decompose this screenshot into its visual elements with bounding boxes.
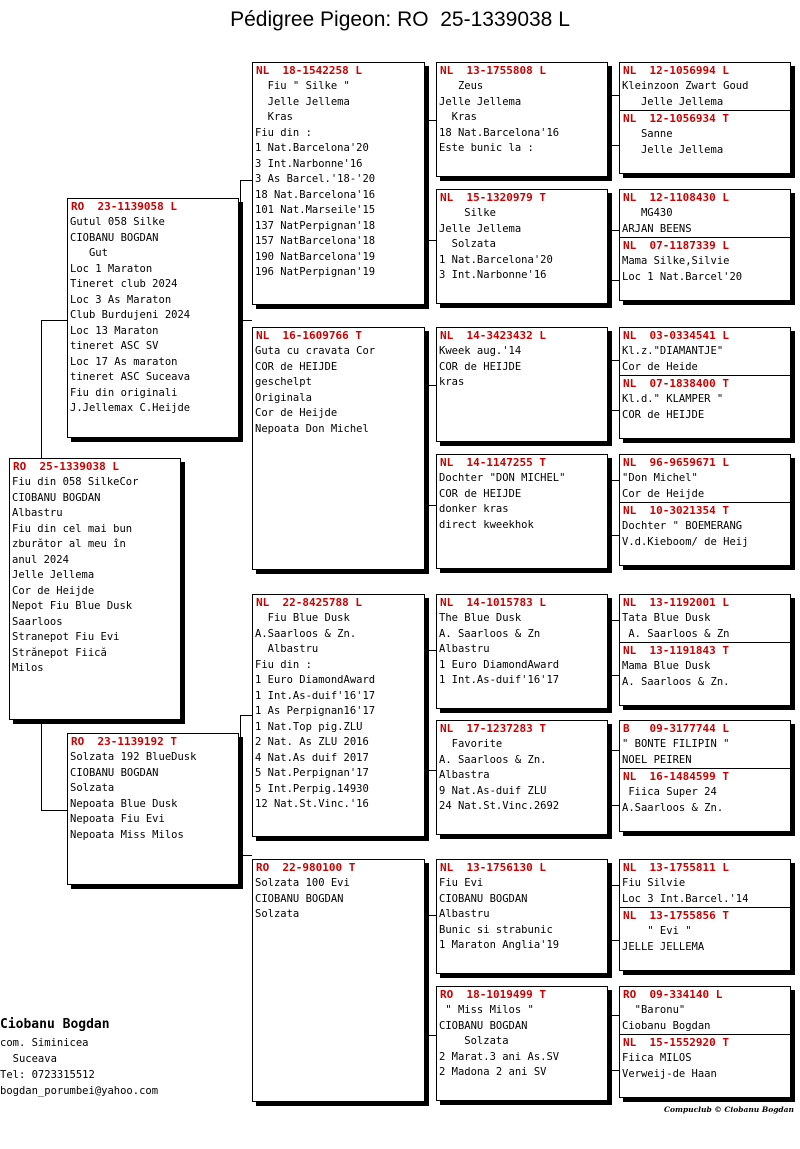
dam-card[interactable] xyxy=(67,733,239,885)
subject-pigeon-card[interactable] xyxy=(9,458,181,720)
ring-number: NL 15-1320979 T xyxy=(440,191,546,204)
software-credit: Compuclub © Ciobanu Bogdan xyxy=(663,1105,794,1114)
detail-line: Loc 3 Int.Barcel.'14 xyxy=(622,892,749,905)
detail-line: Fiu " Silke " xyxy=(255,80,350,92)
detail-line: Jelle Jellema xyxy=(12,569,95,581)
detail-line: MG430 xyxy=(622,207,673,219)
detail-line: " Miss Milos " xyxy=(439,1004,534,1016)
ring-number: RO 22-980100 T xyxy=(256,861,356,874)
detail-line: Kl.z."DIAMANTJE" xyxy=(622,345,724,357)
detail-line: Stranepot Fiu Evi xyxy=(12,631,120,643)
detail-line: NOEL PEIREN xyxy=(622,753,692,766)
detail-line: Fiu din cel mai bun xyxy=(12,522,133,535)
detail-line: Cor de Heide xyxy=(622,360,698,373)
pigeon-details xyxy=(10,475,180,677)
detail-line: CIOBANU BOGDAN xyxy=(12,491,101,504)
ring-number: RO 23-1139192 T xyxy=(71,735,177,748)
dam-section xyxy=(620,768,790,816)
detail-line: tineret ASC Suceava xyxy=(70,371,191,383)
dam-section xyxy=(620,237,790,285)
detail-line: 24 Nat.St.Vinc.2692 xyxy=(439,800,560,812)
pigeon-details xyxy=(620,344,790,375)
detail-line: 2 Marat.3 ani As.SV xyxy=(439,1050,560,1063)
detail-line: Cor de Heijde xyxy=(12,584,95,597)
dam-section xyxy=(620,1034,790,1082)
granddam-paternal-card[interactable] xyxy=(252,327,425,570)
detail-line: " Evi " xyxy=(622,925,692,937)
detail-line: Fiica Super 24 xyxy=(622,786,717,798)
dam-section xyxy=(620,642,790,690)
detail-line: A.Saarloos & Zn. xyxy=(622,801,724,814)
detail-line: Originala xyxy=(255,391,312,404)
pigeon-details xyxy=(620,519,790,550)
detail-line: Club Burdujeni 2024 xyxy=(70,309,191,321)
owner-contact-lines xyxy=(0,1035,230,1099)
ring-number: NL 07-1838400 T xyxy=(623,377,729,390)
pigeon-details xyxy=(253,611,424,813)
pigeon-details xyxy=(620,392,790,423)
detail-line: Solzata xyxy=(70,782,115,794)
ring-number: NL 14-3423432 L xyxy=(440,329,546,342)
detail-line: Favorite xyxy=(439,738,503,750)
ring-number: NL 16-1484599 T xyxy=(623,770,729,783)
ring-number: NL 13-1192001 L xyxy=(623,596,729,609)
detail-line: 5 Nat.Perpignan'17 xyxy=(255,767,369,779)
ancestor-gen4-pair-1[interactable] xyxy=(619,62,791,174)
ring-number: NL 14-1015783 L xyxy=(440,596,546,609)
detail-line: 9 Nat.As-duif ZLU xyxy=(439,784,547,797)
detail-line: 1 Int.As-duif'16'17 xyxy=(255,689,376,702)
detail-line: 1 Int.As-duif'16'17 xyxy=(439,674,560,686)
pigeon-details xyxy=(437,737,607,815)
ring-number: RO 09-334140 L xyxy=(623,988,723,1001)
dam-section xyxy=(620,502,790,550)
detail-line: Fiu Silvie xyxy=(622,877,686,889)
dam-section xyxy=(620,907,790,955)
detail-line: anul 2024 xyxy=(12,553,69,566)
detail-line: Kras xyxy=(255,111,293,123)
dam-section xyxy=(620,110,790,158)
pigeon-details xyxy=(437,471,607,533)
pigeon-details xyxy=(620,127,790,158)
detail-line: zburător al meu în xyxy=(12,538,126,550)
detail-line: Fiu Evi xyxy=(439,877,484,889)
detail-line: 1 Nat.Barcelona'20 xyxy=(439,253,553,266)
detail-line: COR de HEIJDE xyxy=(439,487,522,500)
ring-number: RO 23-1139058 L xyxy=(71,200,177,213)
pigeon-details xyxy=(620,737,790,768)
ancestor-gen4-pair-2[interactable] xyxy=(619,189,791,301)
ring-number: RO 18-1019499 T xyxy=(440,988,546,1001)
detail-line: COR de HEIJDE xyxy=(255,360,338,373)
detail-line: Albastra xyxy=(439,769,490,781)
ancestor-gen4-pair-5[interactable] xyxy=(619,594,791,706)
ancestor-gen4-pair-7[interactable] xyxy=(619,859,791,971)
pigeon-details xyxy=(620,924,790,955)
detail-line: A. Saarloos & Zn xyxy=(439,627,541,640)
pigeon-details xyxy=(620,785,790,816)
detail-line: Loc 13 Maraton xyxy=(70,324,159,337)
grandsire-maternal-card[interactable] xyxy=(252,594,425,837)
detail-line: Loc 1 Nat.Barcel'20 xyxy=(622,270,743,283)
detail-line: Fiu Blue Dusk xyxy=(255,612,350,624)
ancestor-gen3-card-7[interactable] xyxy=(436,859,608,974)
detail-line: Tata Blue Dusk xyxy=(622,612,711,624)
detail-line: CIOBANU BOGDAN xyxy=(255,892,344,905)
detail-line: Fiu din : xyxy=(255,658,312,671)
detail-line: 3 Int.Narbonne'16 xyxy=(439,269,547,281)
detail-line: 1 Nat.Barcelona'20 xyxy=(255,142,369,154)
detail-line: 190 NatBarcelona'19 xyxy=(255,250,376,263)
detail-line: Albastru xyxy=(439,643,490,655)
page-title: Pédigree Pigeon: RO 25-1339038 L xyxy=(230,8,570,31)
pigeon-details xyxy=(437,611,607,689)
ancestor-gen4-pair-3[interactable] xyxy=(619,327,791,439)
detail-line: Solzata xyxy=(255,908,300,920)
detail-line: Jelle Jellema xyxy=(622,95,724,108)
pigeon-details xyxy=(620,206,790,237)
detail-line: 196 NatPerpignan'19 xyxy=(255,266,376,278)
ring-number: NL 18-1542258 L xyxy=(256,64,362,77)
detail-line: Bunic si strabunic xyxy=(439,923,553,936)
detail-line: CIOBANU BOGDAN xyxy=(439,1019,528,1032)
detail-line: Solzata 192 BlueDusk xyxy=(70,751,197,763)
detail-line: 5 Int.Perpig.14930 xyxy=(255,782,369,795)
detail-line: JELLE JELLEMA xyxy=(622,940,705,953)
detail-line: Nepoata Don Michel xyxy=(255,422,369,435)
ring-number: NL 03-0334541 L xyxy=(623,329,729,342)
detail-line: Nepoata Miss Milos xyxy=(70,828,184,841)
detail-line: Kleinzoon Zwart Goud xyxy=(622,80,749,92)
detail-line: 18 Nat.Barcelona'16 xyxy=(439,126,560,139)
detail-line: Albastru xyxy=(255,643,319,655)
detail-line: J.Jellemax C.Heijde xyxy=(70,402,191,414)
detail-line: 2 Madona 2 ani SV xyxy=(439,1066,547,1078)
ancestor-gen3-card-6[interactable] xyxy=(436,720,608,835)
ancestor-gen4-pair-6[interactable] xyxy=(619,720,791,832)
grandsire-paternal-card[interactable] xyxy=(252,62,425,305)
detail-line: Silke xyxy=(439,207,496,219)
pigeon-details xyxy=(437,206,607,284)
detail-line: Guta cu cravata Cor xyxy=(255,345,376,357)
ancestor-gen4-pair-4[interactable] xyxy=(619,454,791,566)
detail-line: Fiica MILOS xyxy=(622,1052,692,1064)
detail-line: 1 As Perpignan16'17 xyxy=(255,705,376,717)
pigeon-details xyxy=(620,1003,790,1034)
detail-line: 2 Nat. As ZLU 2016 xyxy=(255,736,369,748)
detail-line: 1 Euro DiamondAward xyxy=(255,674,376,686)
ring-number: NL 12-1108430 L xyxy=(623,191,729,204)
pigeon-details xyxy=(437,79,607,157)
detail-line: Este bunic la : xyxy=(439,142,534,154)
owner-email[interactable]: bogdan_porumbei@yahoo.com xyxy=(0,1085,159,1097)
pigeon-details xyxy=(437,344,607,391)
detail-line: Fiu din originali xyxy=(70,386,178,399)
ring-number: NL 22-8425788 L xyxy=(256,596,362,609)
detail-line: Nepoata Fiu Evi xyxy=(70,813,165,825)
pigeon-details xyxy=(620,659,790,690)
detail-line: 12 Nat.St.Vinc.'16 xyxy=(255,798,369,810)
detail-line: 3 Int.Narbonne'16 xyxy=(255,157,363,170)
detail-line: The Blue Dusk xyxy=(439,612,522,624)
pigeon-details xyxy=(620,876,790,907)
ring-number: NL 13-1755856 T xyxy=(623,909,729,922)
detail-line: Ciobanu Bogdan xyxy=(622,1019,711,1032)
detail-line: Kras xyxy=(439,111,477,123)
ancestor-gen3-card-5[interactable] xyxy=(436,594,608,709)
pigeon-details xyxy=(253,344,424,437)
detail-line: Nepot Fiu Blue Dusk xyxy=(12,600,133,612)
pigeon-details xyxy=(620,471,790,502)
owner-line: Suceava xyxy=(0,1053,57,1065)
pigeon-details xyxy=(620,254,790,285)
detail-line: Strănepot Fiică xyxy=(12,646,107,659)
ring-number: NL 15-1552920 T xyxy=(623,1036,729,1049)
ring-number: B 09-3177744 L xyxy=(623,722,729,735)
detail-line: 137 NatPerpignan'18 xyxy=(255,219,376,232)
detail-line: kras xyxy=(439,376,465,388)
detail-line: direct kweekhok xyxy=(439,518,534,531)
ring-number: NL 14-1147255 T xyxy=(440,456,546,469)
detail-line: 1 Maraton Anglia'19 xyxy=(439,939,560,951)
pigeon-details xyxy=(620,79,790,110)
detail-line: A. Saarloos & Zn xyxy=(622,627,730,640)
detail-line: tineret ASC SV xyxy=(70,340,159,352)
detail-line: "Don Michel" xyxy=(622,472,698,484)
detail-line: 4 Nat.As duif 2017 xyxy=(255,751,369,764)
detail-line: CIOBANU BOGDAN xyxy=(70,231,159,244)
pigeon-details xyxy=(253,876,424,923)
detail-line: Verweij-de Haan xyxy=(622,1067,717,1080)
ring-number: NL 13-1755808 L xyxy=(440,64,546,77)
detail-line: Albastru xyxy=(439,908,490,920)
detail-line: Mama Silke,Silvie xyxy=(622,255,730,267)
detail-line: Kweek aug.'14 xyxy=(439,345,522,357)
detail-line: COR de HEIJDE xyxy=(622,408,705,421)
ring-number: NL 13-1755811 L xyxy=(623,861,729,874)
detail-line: Tineret club 2024 xyxy=(70,278,178,290)
ancestor-gen3-card-3[interactable] xyxy=(436,327,608,442)
ring-number: NL 07-1187339 L xyxy=(623,239,729,252)
detail-line: Gutul 058 Silke xyxy=(70,216,165,228)
dam-section xyxy=(620,375,790,423)
detail-line: Jelle Jellema xyxy=(439,95,522,108)
detail-line: Zeus xyxy=(439,80,484,92)
detail-line: Albastru xyxy=(12,507,63,519)
owner-contact-block xyxy=(0,1015,230,1099)
detail-line: A. Saarloos & Zn. xyxy=(622,675,730,688)
owner-phone: Tel: 0723315512 xyxy=(0,1069,95,1081)
detail-line: ARJAN BEENS xyxy=(622,222,692,235)
detail-line: Loc 17 As maraton xyxy=(70,355,178,368)
pigeon-details xyxy=(620,1051,790,1082)
ring-number: NL 16-1609766 T xyxy=(256,329,362,342)
pigeon-details xyxy=(253,79,424,281)
detail-line: " BONTE FILIPIN " xyxy=(622,738,730,750)
ring-number: NL 10-3021354 T xyxy=(623,504,729,517)
detail-line: 1 Euro DiamondAward xyxy=(439,658,560,671)
ring-number: NL 17-1237283 T xyxy=(440,722,546,735)
detail-line: Fiu din : xyxy=(255,126,312,139)
detail-line: A.Saarloos & Zn. xyxy=(255,627,357,640)
detail-line: CIOBANU BOGDAN xyxy=(439,892,528,905)
detail-line: Dochter "DON MICHEL" xyxy=(439,472,566,484)
detail-line: 3 As Barcel.'18-'20 xyxy=(255,173,376,185)
ring-number: NL 96-9659671 L xyxy=(623,456,729,469)
detail-line: Jelle Jellema xyxy=(255,95,350,108)
ring-number: NL 12-1056934 T xyxy=(623,112,729,125)
detail-line: Loc 3 As Maraton xyxy=(70,293,172,306)
pigeon-details xyxy=(68,215,238,417)
detail-line: donker kras xyxy=(439,503,509,515)
granddam-maternal-card[interactable] xyxy=(252,859,425,1102)
detail-line: 1 Nat.Top pig.ZLU xyxy=(255,720,363,733)
sire-card[interactable] xyxy=(67,198,239,438)
detail-line: Solzata 100 Evi xyxy=(255,877,350,889)
pigeon-details xyxy=(68,750,238,843)
detail-line: Kl.d." KLAMPER " xyxy=(622,393,724,405)
pigeon-details xyxy=(620,611,790,642)
detail-line: "Baronu" xyxy=(622,1004,686,1016)
ring-number: RO 25-1339038 L xyxy=(13,460,119,473)
ring-number: NL 12-1056994 L xyxy=(623,64,729,77)
detail-line: Solzata xyxy=(439,238,496,250)
detail-line: 157 NatBarcelona'18 xyxy=(255,235,376,247)
detail-line: Loc 1 Maraton xyxy=(70,262,153,275)
detail-line: CIOBANU BOGDAN xyxy=(70,766,159,779)
detail-line: Jelle Jellema xyxy=(439,222,522,235)
detail-line: Jelle Jellema xyxy=(622,143,724,156)
detail-line: 101 Nat.Marseile'15 xyxy=(255,204,376,216)
detail-line: COR de HEIJDE xyxy=(439,360,522,373)
detail-line: 18 Nat.Barcelona'16 xyxy=(255,188,376,201)
ancestor-gen3-card-1[interactable] xyxy=(436,62,608,177)
pigeon-details xyxy=(437,876,607,954)
ancestor-gen3-card-8[interactable] xyxy=(436,986,608,1101)
ring-number: NL 13-1191843 T xyxy=(623,644,729,657)
detail-line: Solzata xyxy=(439,1035,509,1047)
pigeon-details xyxy=(437,1003,607,1081)
detail-line: Gut xyxy=(70,247,108,259)
detail-line: Dochter " BOEMERANG xyxy=(622,520,743,532)
ancestor-gen3-card-2[interactable] xyxy=(436,189,608,304)
detail-line: Fiu din 058 SilkeCor xyxy=(12,476,139,488)
ancestor-gen3-card-4[interactable] xyxy=(436,454,608,569)
detail-line: A. Saarloos & Zn. xyxy=(439,753,547,766)
detail-line: Cor de Heijde xyxy=(622,487,705,500)
detail-line: Milos xyxy=(12,662,44,674)
detail-line: geschelpt xyxy=(255,376,312,388)
detail-line: Cor de Heijde xyxy=(255,407,338,419)
detail-line: Saarloos xyxy=(12,615,63,628)
detail-line: Nepoata Blue Dusk xyxy=(70,797,178,810)
owner-name: Ciobanu Bogdan xyxy=(0,1017,110,1032)
owner-line: com. Siminicea xyxy=(0,1037,89,1049)
ring-number: NL 13-1756130 L xyxy=(440,861,546,874)
detail-line: Mama Blue Dusk xyxy=(622,660,711,672)
ancestor-gen4-pair-8[interactable] xyxy=(619,986,791,1098)
detail-line: Sanne xyxy=(622,128,673,140)
detail-line: V.d.Kieboom/ de Heij xyxy=(622,535,749,548)
